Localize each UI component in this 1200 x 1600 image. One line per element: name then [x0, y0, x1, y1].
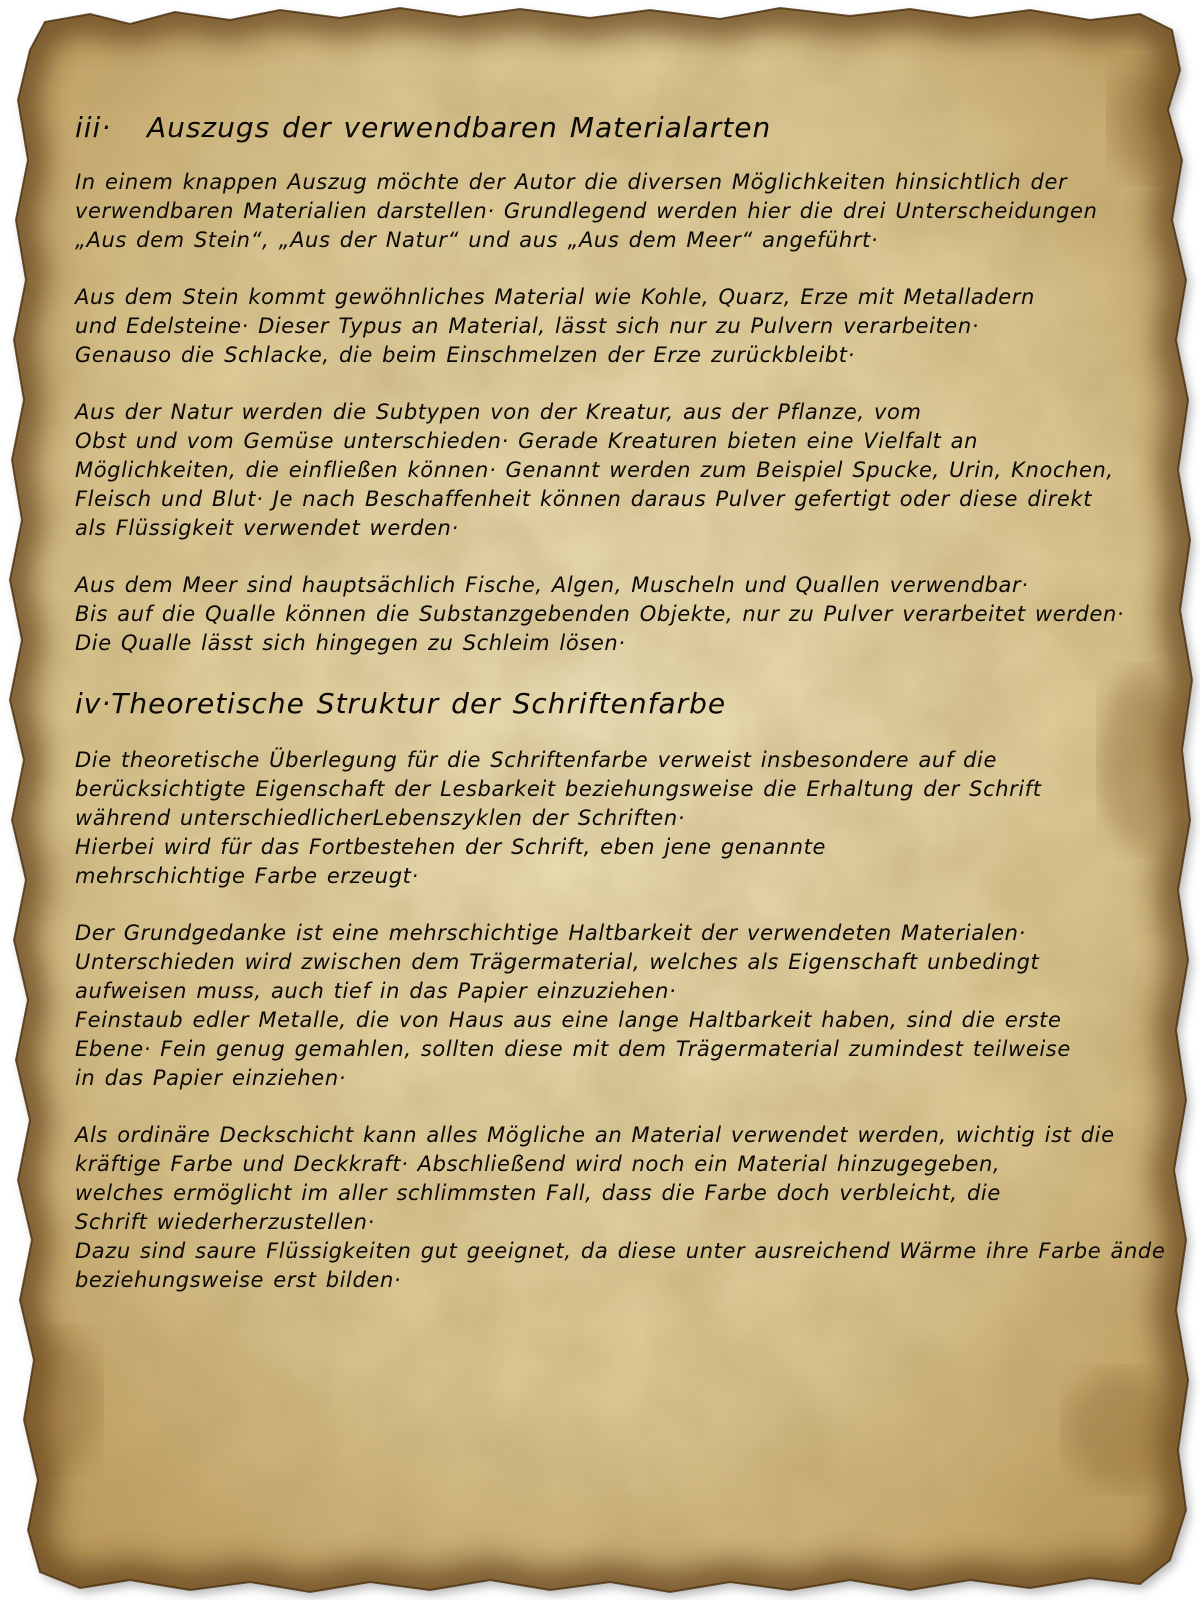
paragraph-stone [75, 283, 1185, 370]
text-line: als Flüssigkeit verwendet werden· [75, 516, 459, 540]
text-line: mehrschichtige Farbe erzeugt· [75, 864, 419, 888]
text-line: aufweisen muss, auch tief in das Papier einzuziehen· [75, 979, 677, 1003]
text-line: und Edelsteine· Dieser Typus an Material, lässt sich nur zu Pulvern verarbeiten· [75, 314, 980, 338]
text-line: Obst und vom Gemüse unterschieden· Gerade Kreaturen bieten eine Vielfalt an [75, 429, 979, 453]
text-line: berücksichtigte Eigenschaft der Lesbarkeit beziehungsweise die Erhaltung der Schrift [75, 777, 1042, 801]
section-heading-materials: iii· Auszugs der verwendbaren Materialarten [75, 111, 772, 144]
text-line: Aus dem Stein kommt gewöhnliches Material wie Kohle, Quarz, Erze mit Metalladern [75, 285, 1035, 309]
text-line: Fleisch und Blut· Je nach Beschaffenheit können daraus Pulver gefertigt oder diese direkt [75, 487, 1093, 511]
text-line: Unterschieden wird zwischen dem Trägermaterial, welches als Eigenschaft unbedingt [75, 950, 1040, 974]
text-line: in das Papier einziehen· [75, 1066, 347, 1090]
text-line: während unterschiedlicherLebenszyklen der Schriften· [75, 806, 686, 830]
text-line: Hierbei wird für das Fortbestehen der Schrift, eben jene genannte [75, 835, 826, 859]
text-line: „Aus dem Stein“, „Aus der Natur“ und aus „Aus dem Meer“ angeführt· [75, 228, 879, 252]
text-line: beziehungsweise erst bilden· [75, 1268, 402, 1292]
text-line: kräftige Farbe und Deckkraft· Abschließend wird noch ein Material hinzugegeben, [75, 1152, 1001, 1176]
text-line: Als ordinäre Deckschicht kann alles Mögliche an Material verwendet werden, wichtig ist die [75, 1123, 1115, 1147]
text-line: Genauso die Schlacke, die beim Einschmelzen der Erze zurückbleibt· [75, 343, 855, 367]
text-line: welches ermöglicht im aller schlimmsten Fall, dass die Farbe doch verbleicht, die [75, 1181, 1001, 1205]
text-line: Bis auf die Qualle können die Substanzgebenden Objekte, nur zu Pulver verarbeitet werden· [75, 602, 1125, 626]
text-line: Dazu sind saure Flüssigkeiten gut geeignet, da diese unter ausreichend Wärme ihre Farbe ände [75, 1239, 1166, 1263]
document-text [75, 108, 1185, 1323]
text-line: Die Qualle lässt sich hingegen zu Schleim lösen· [75, 631, 626, 655]
section-heading-structure: iv·Theoretische Struktur der Schriftenfarbe [75, 687, 727, 720]
text-line: Schrift wiederherzustellen· [75, 1210, 375, 1234]
text-line: Aus dem Meer sind hauptsächlich Fische, Algen, Muscheln und Quallen verwendbar· [75, 573, 1029, 597]
text-line: Möglichkeiten, die einfließen können· Genannt werden zum Beispiel Spucke, Urin, Knochen, [75, 458, 1114, 482]
paragraph-intro [75, 168, 1185, 255]
paragraph-sea [75, 571, 1185, 658]
paragraph-theory [75, 746, 1185, 891]
text-line: Feinstaub edler Metalle, die von Haus aus eine lange Haltbarkeit haben, sind die erste [75, 1008, 1062, 1032]
paragraph-cover-layer [75, 1121, 1185, 1295]
text-line: Die theoretische Überlegung für die Schriftenfarbe verweist insbesondere auf die [75, 748, 997, 772]
paragraph-nature [75, 398, 1185, 543]
text-line: Aus der Natur werden die Subtypen von der Kreatur, aus der Pflanze, vom [75, 400, 922, 424]
text-line: Ebene· Fein genug gemahlen, sollten diese mit dem Trägermaterial zumindest teilweise [75, 1037, 1071, 1061]
text-line: Der Grundgedanke ist eine mehrschichtige Haltbarkeit der verwendeten Materialen· [75, 921, 1026, 945]
text-line: verwendbaren Materialien darstellen· Grundlegend werden hier die drei Unterscheidungen [75, 199, 1098, 223]
paragraph-layers [75, 919, 1185, 1093]
text-line: In einem knappen Auszug möchte der Autor die diversen Möglichkeiten hinsichtlich der [75, 170, 1068, 194]
